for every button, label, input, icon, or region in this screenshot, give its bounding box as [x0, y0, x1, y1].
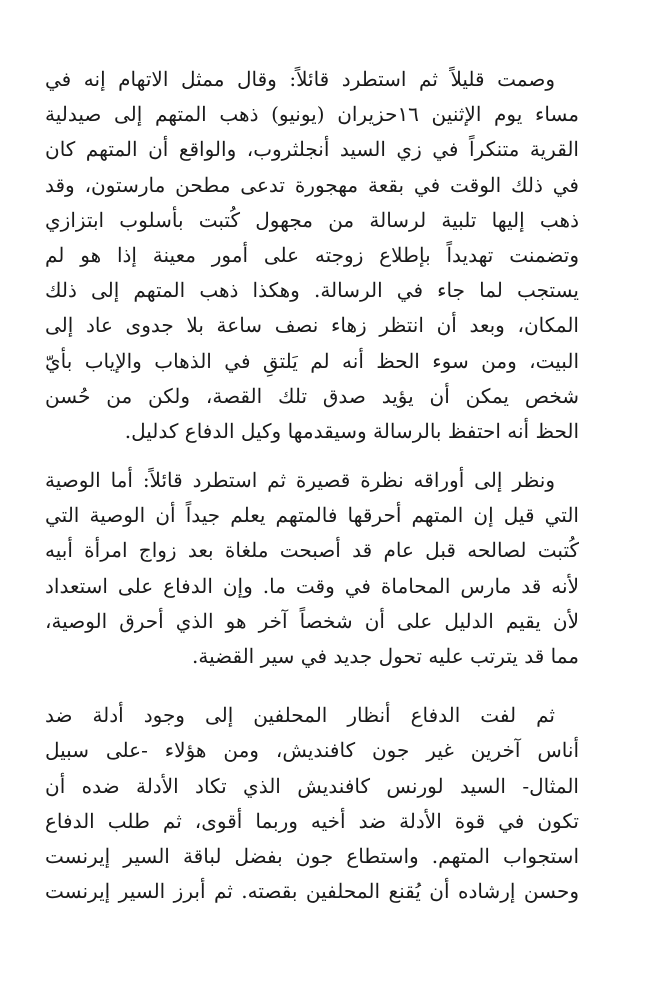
paragraph-gap — [45, 449, 579, 463]
text-line: مما قد يترتب عليه تحول جديد في سير القضية. — [192, 644, 579, 668]
text-line: لأنه قد مارس المحاماة في وقت ما. وإن الدفاع على استعداد — [45, 573, 579, 598]
text-line: وتضمنت تهديداً بإطلاع زوجته على أمور معينة إذا هو لم — [45, 242, 579, 267]
paragraph-2 — [45, 463, 579, 674]
text-line: المثال- السيد لورنس كافنديش الذي تكاد الأدلة ضده أن — [45, 773, 579, 798]
text-line: في ذلك الوقت في بقعة مهجورة تدعى مطحن مارستون، وقد — [45, 172, 579, 197]
text-line: استجواب المتهم. واستطاع جون بفضل لباقة السير إيرنست — [45, 843, 579, 868]
text-line: كُتبت لصالحه قبل عام قد أصبحت ملغاة بعد زواج امرأة أبيه — [45, 538, 579, 563]
text-line: القرية متنكراً في زي السيد أنجلثروب، والواقع أن المتهم كان — [45, 137, 579, 162]
text-line: مساء يوم الإثنين ١٦حزيران (يونيو) ذهب المتهم إلى صيدلية — [45, 102, 579, 127]
text-line: الحظ أنه احتفظ بالرسالة وسيقدمها وكيل الدفاع كدليل. — [124, 418, 579, 443]
text-line: ذهب إليها تلبية لرسالة من مجهول كُتبت بأسلوب ابتزازي — [45, 207, 579, 232]
text-line: أناس آخرين غير جون كافنديش، ومن هؤلاء -على سبيل — [45, 738, 579, 763]
text-line: تكون في قوة الأدلة ضد أخيه وربما أقوى، ثم طلب الدفاع — [45, 808, 579, 833]
text-line: التي قيل إن المتهم أحرقها فالمتهم يعلم جيداً أن الوصية التي — [45, 503, 579, 528]
text-line: البيت، ومن سوء الحظ أنه لم يَلتقِ في الذهاب والإياب بأيّ — [45, 348, 579, 373]
text-line: وصمت قليلاً ثم استطرد قائلاً: وقال ممثل الاتهام إنه في — [45, 67, 555, 91]
paragraph-3 — [45, 698, 579, 909]
text-line: ونظر إلى أوراقه نظرة قصيرة ثم استطرد قائلاً: أما الوصية — [45, 468, 555, 493]
paragraph-gap — [45, 674, 579, 698]
text-line: لأن يقيم الدليل على أن شخصاً آخر هو الذي أحرق الوصية، — [45, 608, 579, 633]
text-line: المكان، وبعد أن انتظر زهاء نصف ساعة بلا جدوى عاد إلى — [45, 313, 579, 338]
text-line: وحسن إرشاده أن يُقنع المحلفين بقصته. ثم أبرز السير إيرنست — [45, 879, 579, 904]
text-line: يستجب لما جاء في الرسالة. وهكذا ذهب المتهم إلى ذلك — [45, 278, 579, 303]
paragraph-1 — [45, 62, 579, 449]
text-line: شخص يمكن أن يؤيد صدق تلك القصة، ولكن من حُسن — [45, 383, 579, 408]
body-text — [45, 62, 579, 909]
text-line: ثم لفت الدفاع أنظار المحلفين إلى وجود أدلة ضد — [45, 703, 555, 728]
